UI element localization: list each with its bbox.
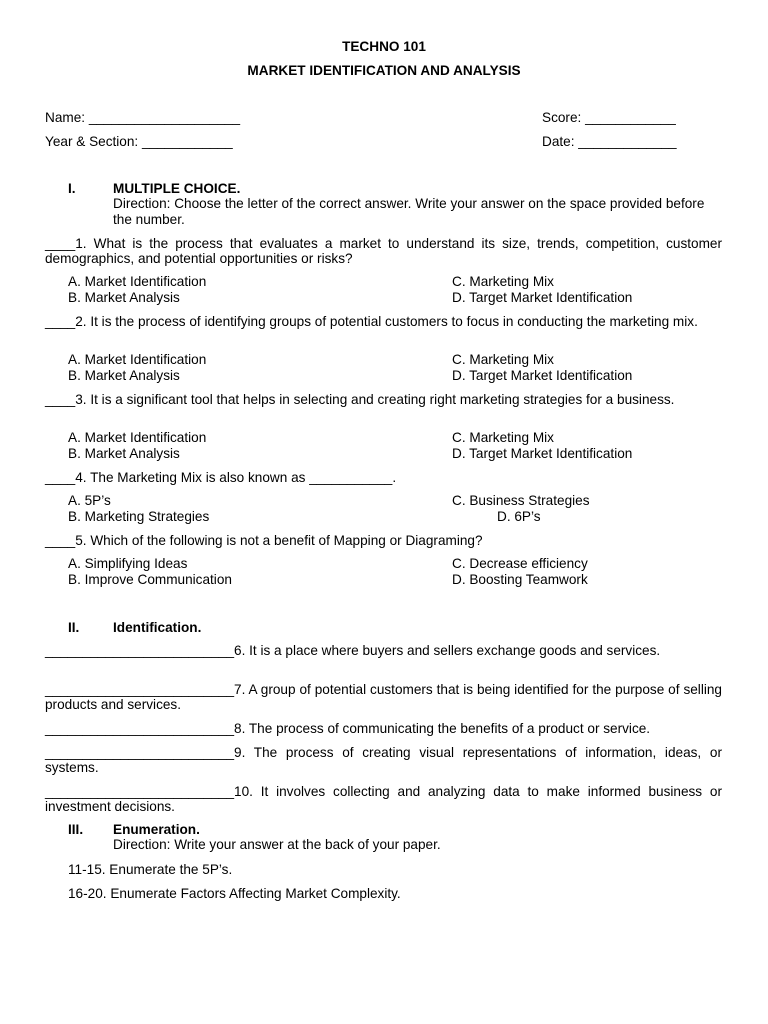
- name-field: Name: ____________________: [45, 110, 241, 125]
- enumeration-item-1: 11-15. Enumerate the 5P’s.: [68, 862, 233, 877]
- question-2: ____2. It is the process of identifying groups of potential customers to focus in conducting the marketing mix.: [45, 314, 698, 329]
- q5-option-c: C. Decrease efficiency: [452, 556, 588, 571]
- q2-option-c: C. Marketing Mix: [452, 352, 554, 367]
- part3-numeral: III.: [68, 822, 84, 837]
- q1-option-c: C. Marketing Mix: [452, 274, 554, 289]
- identification-item-10: _________________________10. It involves collecting and analyzing data to make informed business or investment decisions.: [45, 784, 722, 814]
- part2-heading: Identification.: [113, 620, 202, 635]
- identification-item-7: _________________________7. A group of potential customers that is being identified for the purpose of selling products and services.: [45, 682, 722, 712]
- identification-item-9: _________________________9. The process of creating visual representations of information, ideas, or systems.: [45, 745, 722, 775]
- q2-option-d: D. Target Market Identification: [452, 368, 633, 383]
- q4-option-a: A. 5P’s: [68, 493, 111, 508]
- question-1: ____1. What is the process that evaluates a market to understand its size, trends, competition, customer demographics, and potential opportunities or risks?: [45, 236, 722, 266]
- question-3: ____3. It is a significant tool that helps in selecting and creating right marketing strategies for a business.: [45, 392, 675, 407]
- q3-option-b: B. Market Analysis: [68, 446, 180, 461]
- q5-option-b: B. Improve Communication: [68, 572, 232, 587]
- q1-option-d: D. Target Market Identification: [452, 290, 633, 305]
- q1-option-a: A. Market Identification: [68, 274, 207, 289]
- q3-option-d: D. Target Market Identification: [452, 446, 633, 461]
- identification-item-8: _________________________8. The process of communicating the benefits of a product or service.: [45, 721, 651, 736]
- q2-option-a: A. Market Identification: [68, 352, 207, 367]
- score-field: Score: ____________: [542, 110, 676, 125]
- course-code: TECHNO 101: [342, 39, 426, 54]
- question-5: ____5. Which of the following is not a benefit of Mapping or Diagraming?: [45, 533, 483, 548]
- year-section-field: Year & Section: ____________: [45, 134, 233, 149]
- question-4: ____4. The Marketing Mix is also known as ___________.: [45, 470, 397, 485]
- part3-direction: Direction: Write your answer at the back of your paper.: [113, 837, 441, 852]
- part2-numeral: II.: [68, 620, 80, 635]
- q2-option-b: B. Market Analysis: [68, 368, 180, 383]
- q5-option-d: D. Boosting Teamwork: [452, 572, 588, 587]
- part1-heading: MULTIPLE CHOICE.: [113, 181, 241, 196]
- part1-numeral: I.: [68, 181, 76, 196]
- q5-option-a: A. Simplifying Ideas: [68, 556, 188, 571]
- q4-option-c: C. Business Strategies: [452, 493, 590, 508]
- part1-direction: Direction: Choose the letter of the correct answer. Write your answer on the space provided before the number.: [113, 196, 705, 227]
- enumeration-item-2: 16-20. Enumerate Factors Affecting Market Complexity.: [68, 886, 401, 901]
- q3-option-c: C. Marketing Mix: [452, 430, 554, 445]
- part3-heading: Enumeration.: [113, 822, 200, 837]
- q4-option-d: D. 6P’s: [497, 509, 541, 524]
- identification-item-6: _________________________6. It is a place where buyers and sellers exchange goods and services.: [45, 643, 661, 658]
- page-title: MARKET IDENTIFICATION AND ANALYSIS: [247, 63, 521, 78]
- q4-option-b: B. Marketing Strategies: [68, 509, 210, 524]
- date-field: Date: _____________: [542, 134, 677, 149]
- q3-option-a: A. Market Identification: [68, 430, 207, 445]
- q1-option-b: B. Market Analysis: [68, 290, 180, 305]
